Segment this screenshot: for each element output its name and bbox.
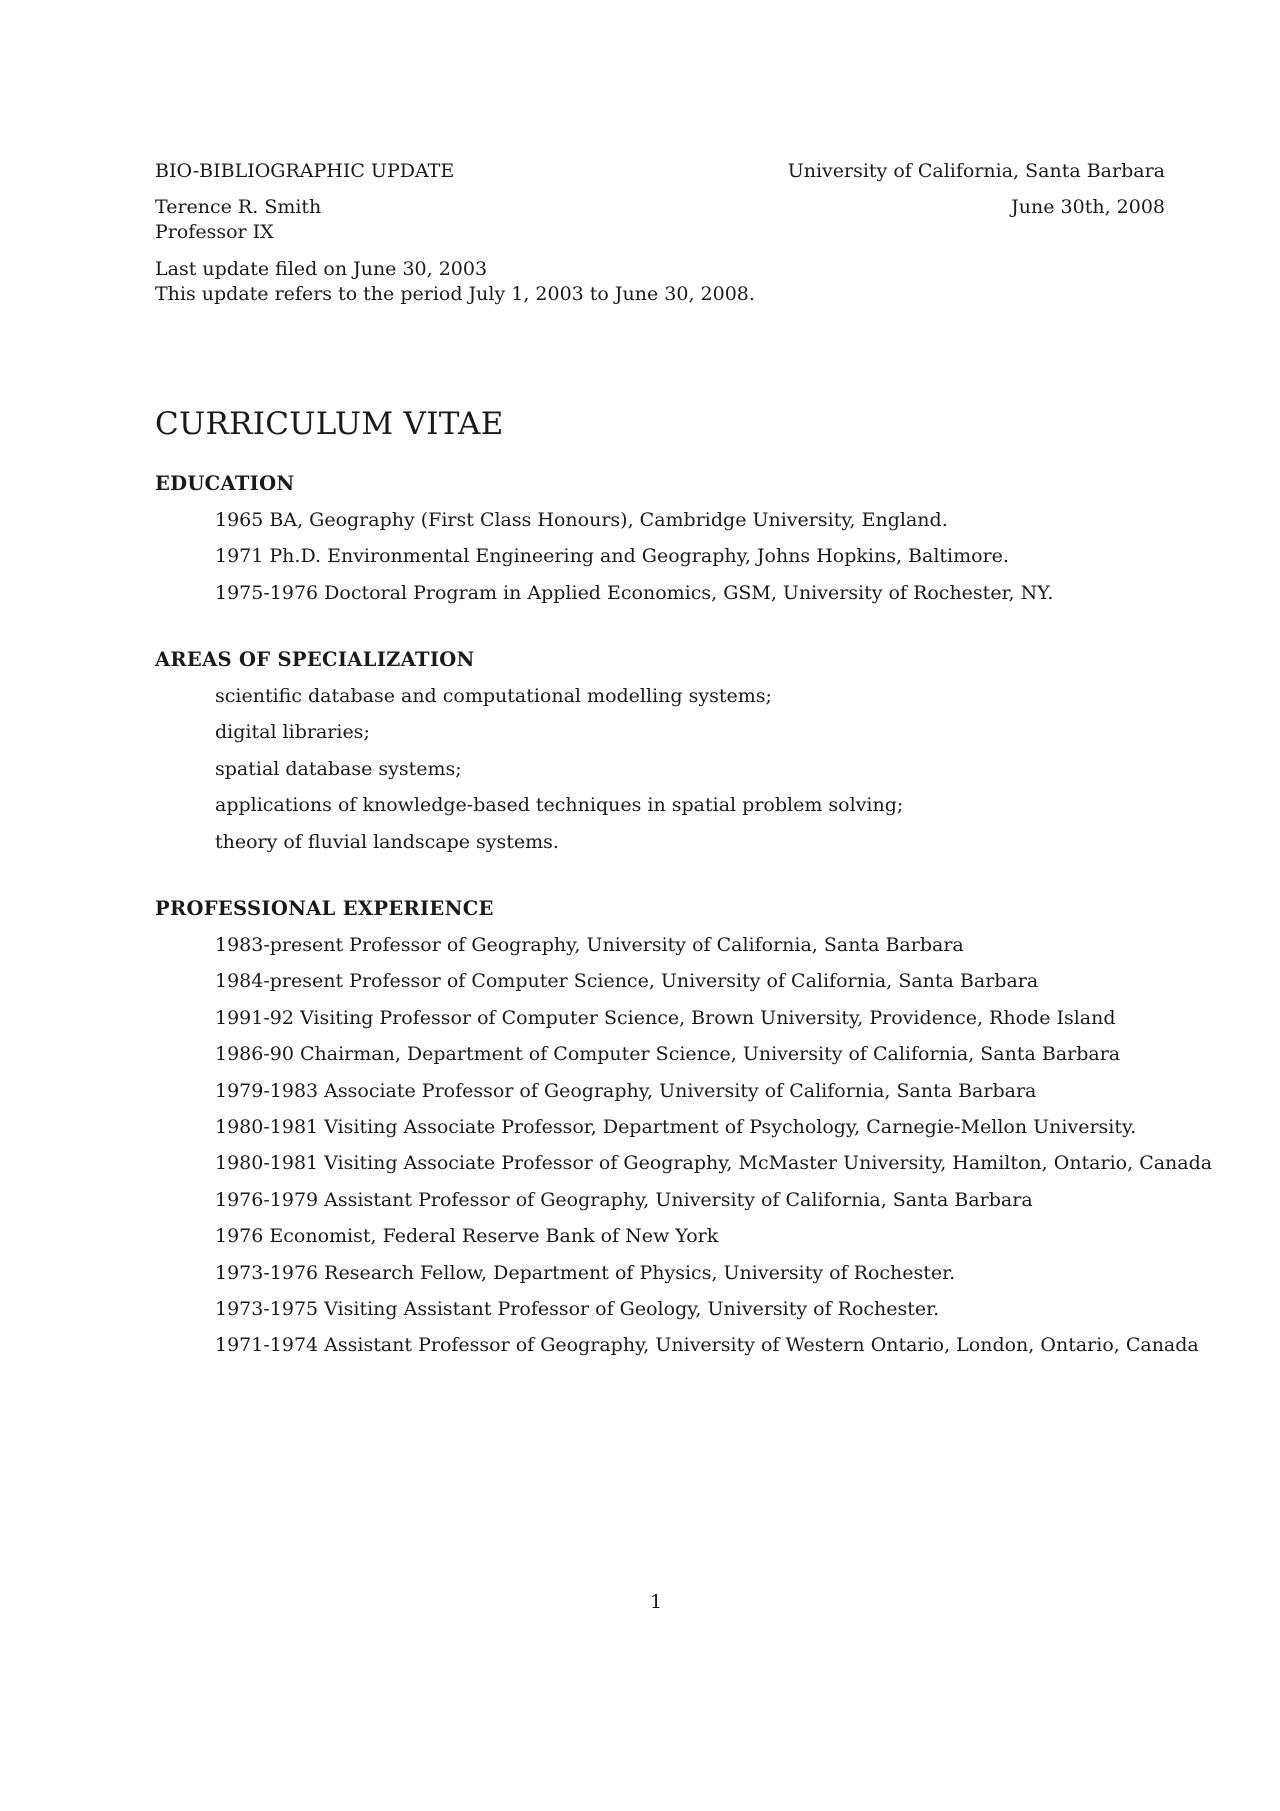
list-item: 1979-1983 Associate Professor of Geography, University of California, Santa Barbara bbox=[215, 1079, 1037, 1102]
list-item: spatial database systems; bbox=[215, 757, 462, 780]
list-item: digital libraries; bbox=[215, 721, 370, 744]
specialization-heading: AREAS OF SPECIALIZATION bbox=[155, 648, 475, 671]
author-rank: Professor IX bbox=[155, 221, 274, 243]
list-item: 1984-present Professor of Computer Science, University of California, Santa Barbara bbox=[215, 970, 1039, 993]
list-item: 1975-1976 Doctoral Program in Applied Economics, GSM, University of Rochester, NY. bbox=[215, 581, 1054, 604]
list-item: 1986-90 Chairman, Department of Computer Science, University of California, Santa Barbara bbox=[215, 1043, 1121, 1066]
education-heading: EDUCATION bbox=[155, 472, 295, 495]
list-item: 1980-1981 Visiting Associate Professor, Department of Psychology, Carnegie-Mellon University. bbox=[215, 1115, 1137, 1138]
list-item: 1980-1981 Visiting Associate Professor of Geography, McMaster University, Hamilton, Ontario, Canada bbox=[215, 1152, 1213, 1175]
list-item: 1971-1974 Assistant Professor of Geography, University of Western Ontario, London, Ontario, Canada bbox=[215, 1334, 1199, 1357]
list-item: theory of fluvial landscape systems. bbox=[215, 830, 559, 853]
experience-list bbox=[215, 933, 1212, 1370]
list-item: 1991-92 Visiting Professor of Computer Science, Brown University, Providence, Rhode Island bbox=[215, 1006, 1116, 1029]
list-item: 1971 Ph.D. Environmental Engineering and Geography, Johns Hopkins, Baltimore. bbox=[215, 545, 1009, 568]
list-item: scientific database and computational modelling systems; bbox=[215, 685, 772, 707]
specialization-list bbox=[215, 684, 903, 866]
author-name: Terence R. Smith bbox=[155, 196, 322, 218]
header-row-2 bbox=[155, 195, 1165, 219]
document-title: BIO-BIBLIOGRAPHIC UPDATE bbox=[155, 160, 455, 182]
cv-title: CURRICULUM VITAE bbox=[155, 406, 504, 442]
list-item: 1973-1975 Visiting Assistant Professor of Geology, University of Rochester. bbox=[215, 1297, 940, 1320]
list-item: applications of knowledge-based techniques in spatial problem solving; bbox=[215, 794, 904, 817]
period-line: This update refers to the period July 1, 2003 to June 30, 2008. bbox=[155, 283, 755, 305]
experience-heading: PROFESSIONAL EXPERIENCE bbox=[155, 897, 494, 920]
list-item: 1965 BA, Geography (First Class Honours), Cambridge University, England. bbox=[215, 509, 948, 531]
list-item: 1976-1979 Assistant Professor of Geography, University of California, Santa Barbara bbox=[215, 1188, 1033, 1211]
education-list bbox=[215, 508, 1053, 617]
list-item: 1976 Economist, Federal Reserve Bank of New York bbox=[215, 1225, 719, 1248]
institution: University of California, Santa Barbara bbox=[787, 160, 1165, 182]
header-row-1 bbox=[155, 159, 1165, 183]
page-number: 1 bbox=[649, 1591, 663, 1613]
last-update-line: Last update filed on June 30, 2003 bbox=[155, 258, 488, 280]
document-date: June 30th, 2008 bbox=[1011, 196, 1165, 218]
list-item: 1983-present Professor of Geography, University of California, Santa Barbara bbox=[215, 934, 964, 956]
list-item: 1973-1976 Research Fellow, Department of Physics, University of Rochester. bbox=[215, 1261, 956, 1284]
